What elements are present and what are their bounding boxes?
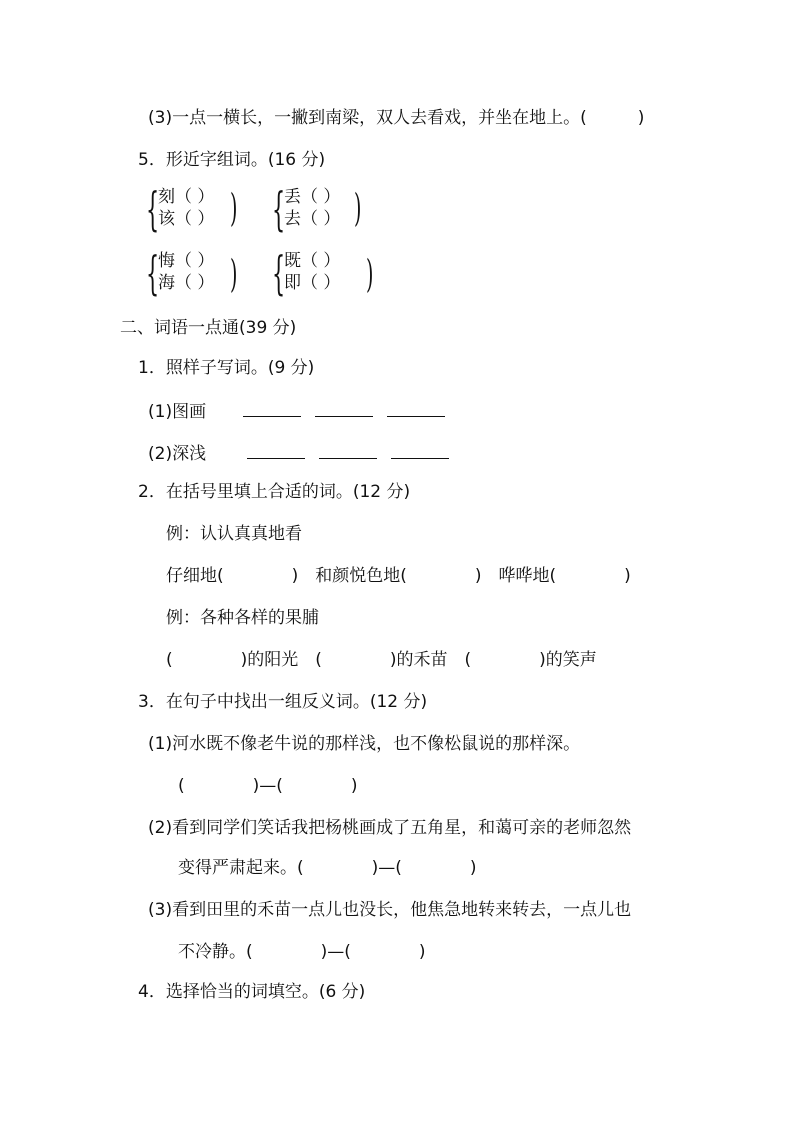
- s2-q1-item-1: [148, 398, 459, 424]
- s2-q2-line-1: 仔细地( ) 和颜悦色地( ) 哗哗地( ): [166, 566, 631, 586]
- s2-q3-item-3: (3)看到田里的禾苗一点儿也没长，他焦急地转来转去，一点儿也: [148, 900, 632, 920]
- right-paren: ): [230, 252, 238, 296]
- char-item: 即（ ）: [284, 273, 341, 293]
- right-paren: ): [354, 186, 362, 230]
- answer-blank[interactable]: [243, 398, 301, 417]
- right-paren: ): [230, 186, 238, 230]
- q5-title: 5．形近字组词。(16 分): [138, 150, 326, 170]
- example-1: 例：认认真真地看: [166, 524, 302, 544]
- s2-q3-title: 3．在句子中找出一组反义词。(12 分): [138, 692, 428, 712]
- char-item: 悔（ ）: [158, 251, 215, 271]
- item-label: (1)图画: [148, 402, 207, 422]
- left-brace: {: [272, 246, 286, 300]
- s2-q3-item-1: (1)河水既不像老牛说的那样浅，也不像松鼠说的那样深。: [148, 734, 581, 754]
- answer-blank[interactable]: [387, 398, 445, 417]
- section-2-title: 二、词语一点通(39 分): [120, 318, 297, 338]
- s2-q3-item-1-answer: ( )—( ): [178, 776, 358, 796]
- s2-q2-line-2: ( )的阳光 ( )的禾苗 ( )的笑声: [166, 650, 597, 670]
- char-item: 去（ ）: [284, 209, 341, 229]
- item-label: (2)深浅: [148, 444, 207, 464]
- s2-q3-item-3-cont: 不冷静。( )—( ): [178, 942, 426, 962]
- example-2: 例：各种各样的果脯: [166, 608, 319, 628]
- left-brace: {: [146, 246, 160, 300]
- s2-q3-item-2: (2)看到同学们笑话我把杨桃画成了五角星，和蔼可亲的老师忽然: [148, 818, 632, 838]
- left-brace: {: [146, 182, 160, 236]
- char-item: 刻（ ）: [158, 187, 215, 207]
- answer-blank[interactable]: [319, 440, 377, 459]
- char-item: 丢（ ）: [284, 187, 341, 207]
- right-paren: ): [366, 252, 374, 296]
- char-item: 海（ ）: [158, 273, 215, 293]
- left-brace: {: [272, 182, 286, 236]
- s2-q1-item-2: [148, 440, 463, 466]
- q3-item-3: (3)一点一横长，一撇到南梁，双人去看戏，并坐在地上。( ): [148, 108, 645, 128]
- s2-q2-title: 2．在括号里填上合适的词。(12 分): [138, 482, 411, 502]
- s2-q4-title: 4．选择恰当的词填空。(6 分): [138, 982, 366, 1002]
- answer-blank[interactable]: [315, 398, 373, 417]
- char-item: 既（ ）: [284, 251, 341, 271]
- char-item: 该（ ）: [158, 209, 215, 229]
- answer-blank[interactable]: [247, 440, 305, 459]
- answer-blank[interactable]: [391, 440, 449, 459]
- s2-q1-title: 1．照样子写词。(9 分): [138, 358, 315, 378]
- s2-q3-item-2-cont: 变得严肃起来。( )—( ): [178, 858, 477, 878]
